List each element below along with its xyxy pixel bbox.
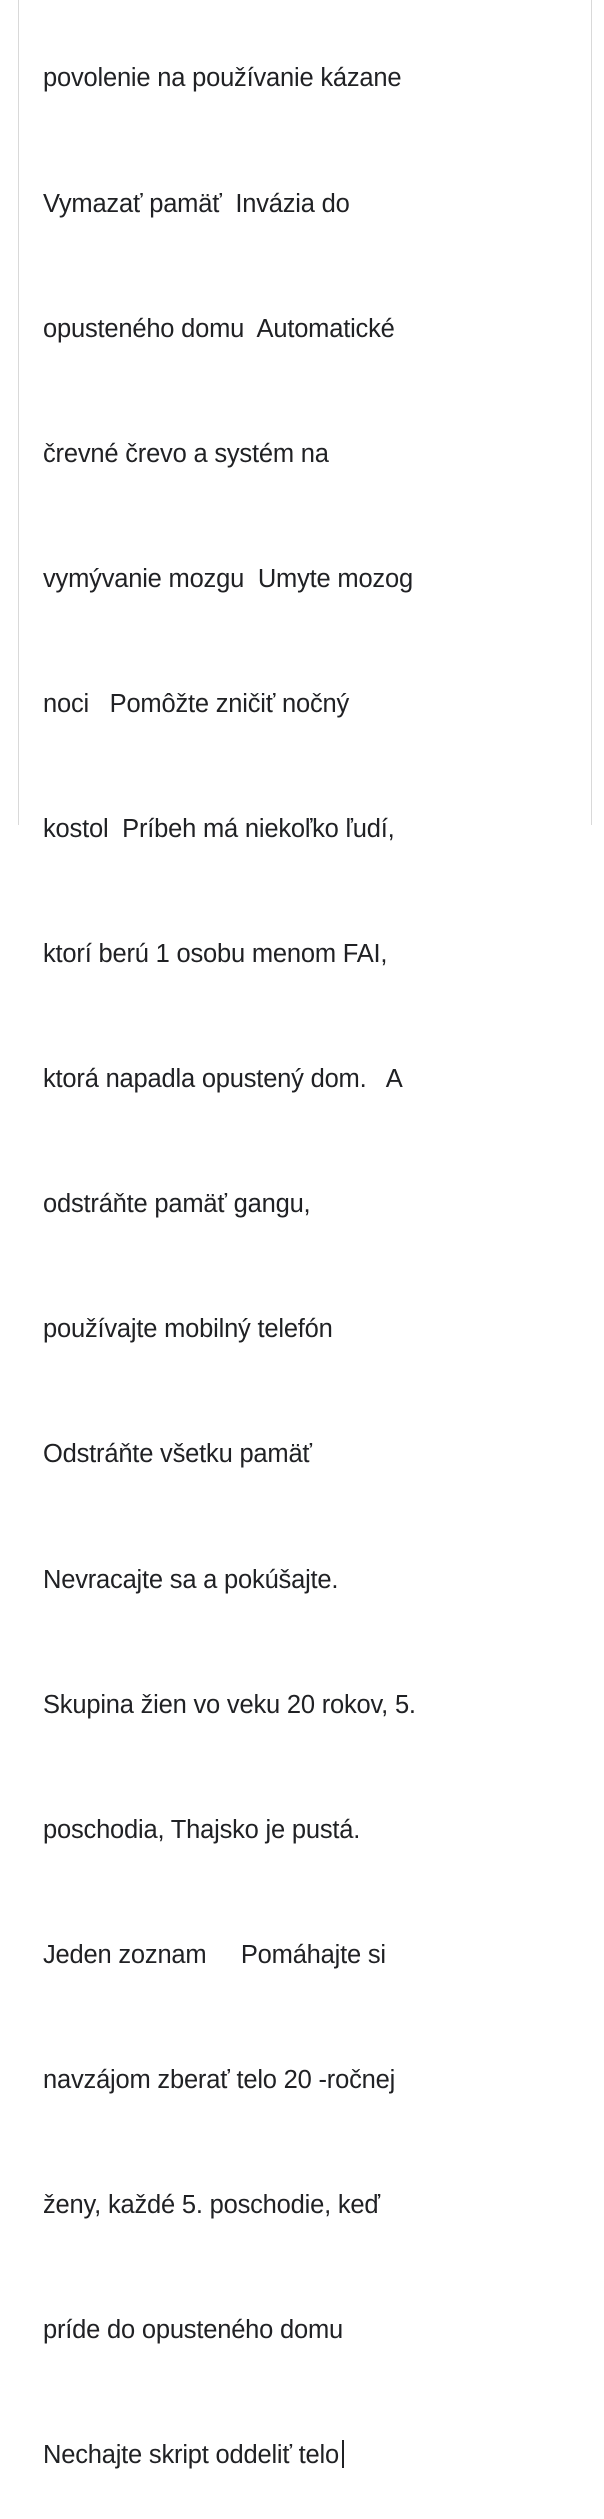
editor-text-area[interactable] — [43, 0, 463, 2519]
text-line: vymývanie mozgu Umyte mozog — [43, 564, 413, 593]
text-caret — [342, 2440, 344, 2468]
text-line: navzájom zberať telo 20 -ročnej — [43, 2065, 396, 2094]
text-line: odstráňte pamäť gangu, — [43, 1190, 311, 1219]
text-line: črevné črevo a systém na — [43, 439, 329, 468]
text-line: ženy, každé 5. poschodie, keď — [43, 2191, 380, 2219]
text-line: Skupina žien vo veku 20 rokov, 5. — [43, 1690, 416, 1719]
text-line: kostol Príbeh má niekoľko ľudí, — [43, 814, 395, 843]
text-line: opusteného domu Automatické — [43, 314, 395, 343]
text-line-last — [43, 2435, 463, 2477]
text-line: príde do opusteného domu — [43, 2316, 344, 2345]
text-line: Jeden zoznam Pomáhajte si — [43, 1940, 386, 1969]
text-line: používajte mobilný telefón — [43, 1315, 333, 1344]
text-line: povolenie na používanie kázane — [43, 64, 402, 93]
text-line: ktorá napadla opustený dom. A — [43, 1065, 403, 1094]
text-line: Vymazať pamäť Invázia do — [43, 189, 350, 218]
text-line: poschodia, Thajsko je pustá. — [43, 1815, 361, 1844]
text-line: Nechajte skript oddeliť telo — [43, 2441, 339, 2470]
text-line: Odstráňte všetku pamäť — [43, 1440, 312, 1469]
text-line: Nevracajte sa a pokúšajte. — [43, 1565, 339, 1594]
text-line: noci Pomôžte zničiť nočný — [43, 689, 350, 718]
text-line: ktorí berú 1 osobu menom FAI, — [43, 940, 388, 969]
